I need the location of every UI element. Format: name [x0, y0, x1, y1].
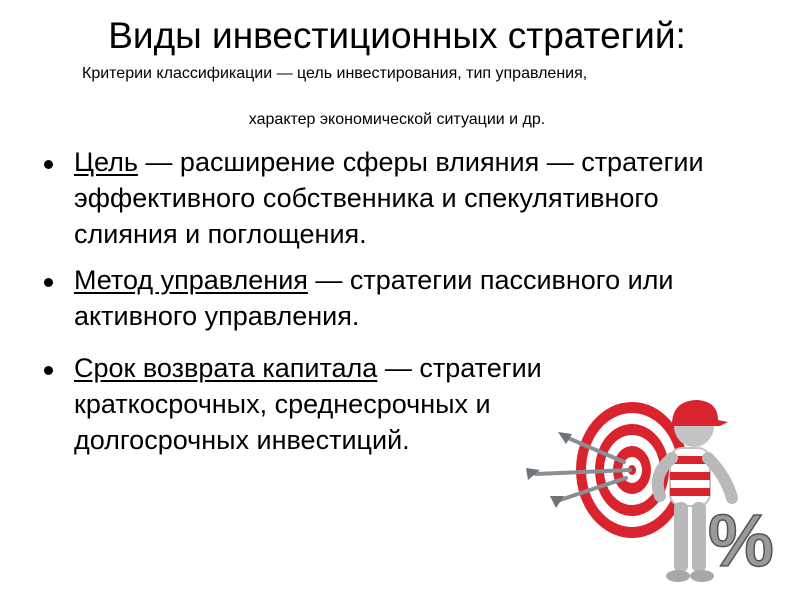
slide-title: Виды инвестиционных стратегий:: [108, 15, 686, 56]
slide-subtitle-line-2: характер экономической ситуации и др.: [248, 111, 546, 128]
slide-subtitle-line-1: Критерии классификации — цель инвестирования, тип управления,: [82, 65, 588, 82]
bullet-item-management-method: [38, 262, 764, 334]
bullet-term: Цель: [74, 147, 138, 177]
bullet-text: — стратегии пассивного или активного управления.: [74, 265, 674, 331]
bullet-item-goal: [38, 144, 764, 252]
bullet-term: Метод управления: [74, 265, 308, 295]
bullet-dot-icon: [44, 366, 53, 375]
percent-sign: %: [708, 499, 774, 582]
bullet-term: Срок возврата капитала: [74, 353, 378, 383]
bullet-text: — расширение сферы влияния — стратегии эффективного собственника и спекулятивного слияния и поглощения.: [74, 147, 704, 249]
bullet-dot-icon: [44, 278, 53, 287]
bullet-text: — стратегии краткосрочных, среднесрочных и долгосрочных инвестиций.: [74, 353, 542, 455]
bullet-dot-icon: [44, 160, 53, 169]
target-with-figure-icon: [520, 396, 786, 592]
